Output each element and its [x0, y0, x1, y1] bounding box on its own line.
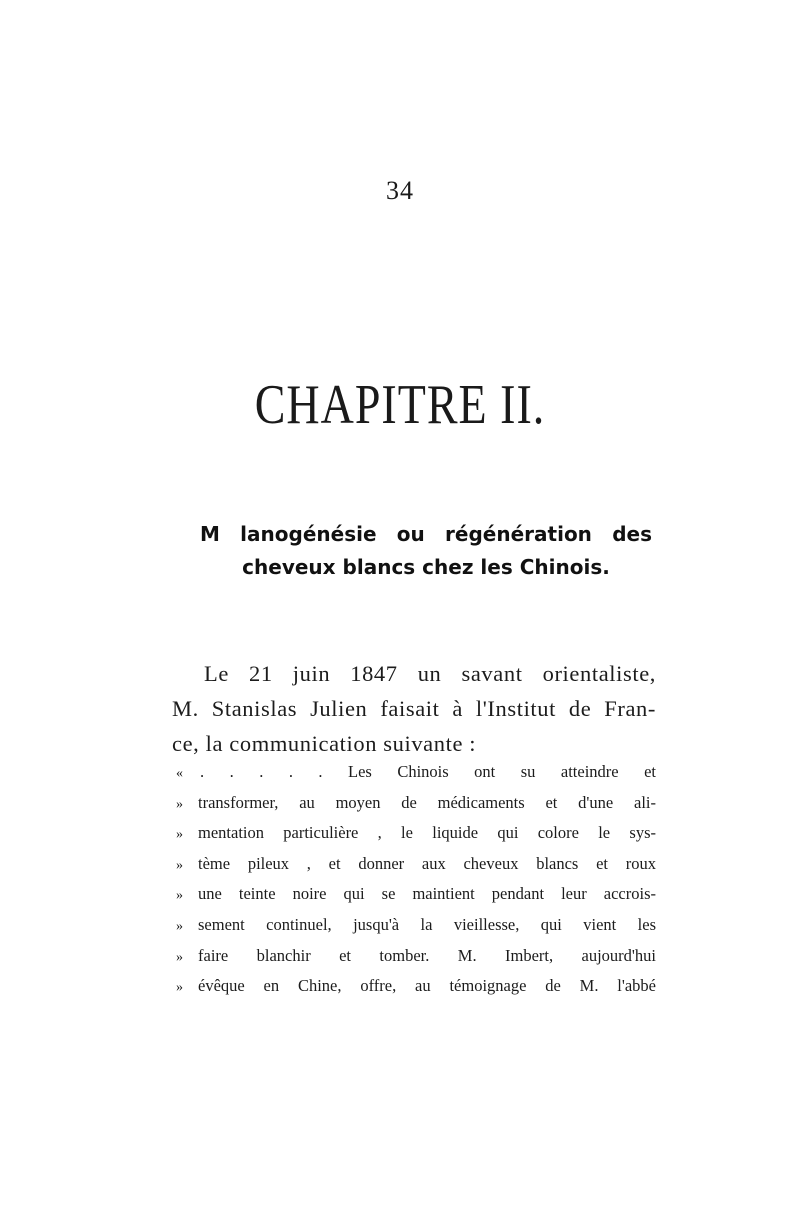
quote-line [176, 972, 656, 1003]
quote-text: transformer, au moyen de médicaments et d'une ali- [198, 792, 656, 812]
paragraph-line: ce, la communication suivante : [172, 731, 477, 756]
paragraph-line: M. Stanislas Julien faisait à l'Institut de Fran- [172, 696, 656, 721]
quote-mark: » [176, 980, 183, 996]
quote-text: une teinte noire qui se maintient pendant leur accrois- [198, 884, 656, 904]
quote-mark: » [176, 888, 183, 904]
quote-text: . . . . . Les Chinois ont su atteindre et [200, 762, 656, 781]
quote-line [176, 758, 656, 789]
quotation-block [176, 758, 656, 1003]
quote-text: tème pileux , et donner aux cheveux blancs et roux [198, 853, 656, 873]
quote-line [176, 942, 656, 973]
quote-text: sement continuel, jusqu'à la vieillesse, qui vient les [198, 914, 656, 934]
paragraph-line: Le 21 juin 1847 un savant orientaliste, [204, 661, 656, 686]
quote-text: faire blanchir et tomber. M. Imbert, aujourd'hui [198, 945, 656, 965]
subtitle-line: M lanogénésie ou régénération des [200, 522, 652, 546]
chapter-subtitle [200, 518, 652, 584]
quote-mark: » [176, 827, 183, 843]
quote-text: évêque en Chine, offre, au témoignage de M. l'abbé [198, 976, 656, 996]
quote-line [176, 911, 656, 942]
quote-mark: » [176, 949, 183, 965]
quote-line [176, 819, 656, 850]
quote-line [176, 850, 656, 881]
intro-paragraph [172, 656, 656, 761]
quote-line [176, 880, 656, 911]
chapter-title: CHAPITRE II. [254, 373, 546, 436]
quote-mark: » [176, 857, 183, 873]
quote-text: mentation particulière , le liquide qui colore le sys- [198, 823, 656, 843]
page-number: 34 [386, 176, 414, 205]
quote-mark: « [176, 766, 183, 781]
quote-line [176, 789, 656, 820]
quote-mark: » [176, 918, 183, 934]
quote-mark: » [176, 796, 183, 812]
subtitle-line: cheveux blancs chez les Chinois. [242, 555, 610, 579]
